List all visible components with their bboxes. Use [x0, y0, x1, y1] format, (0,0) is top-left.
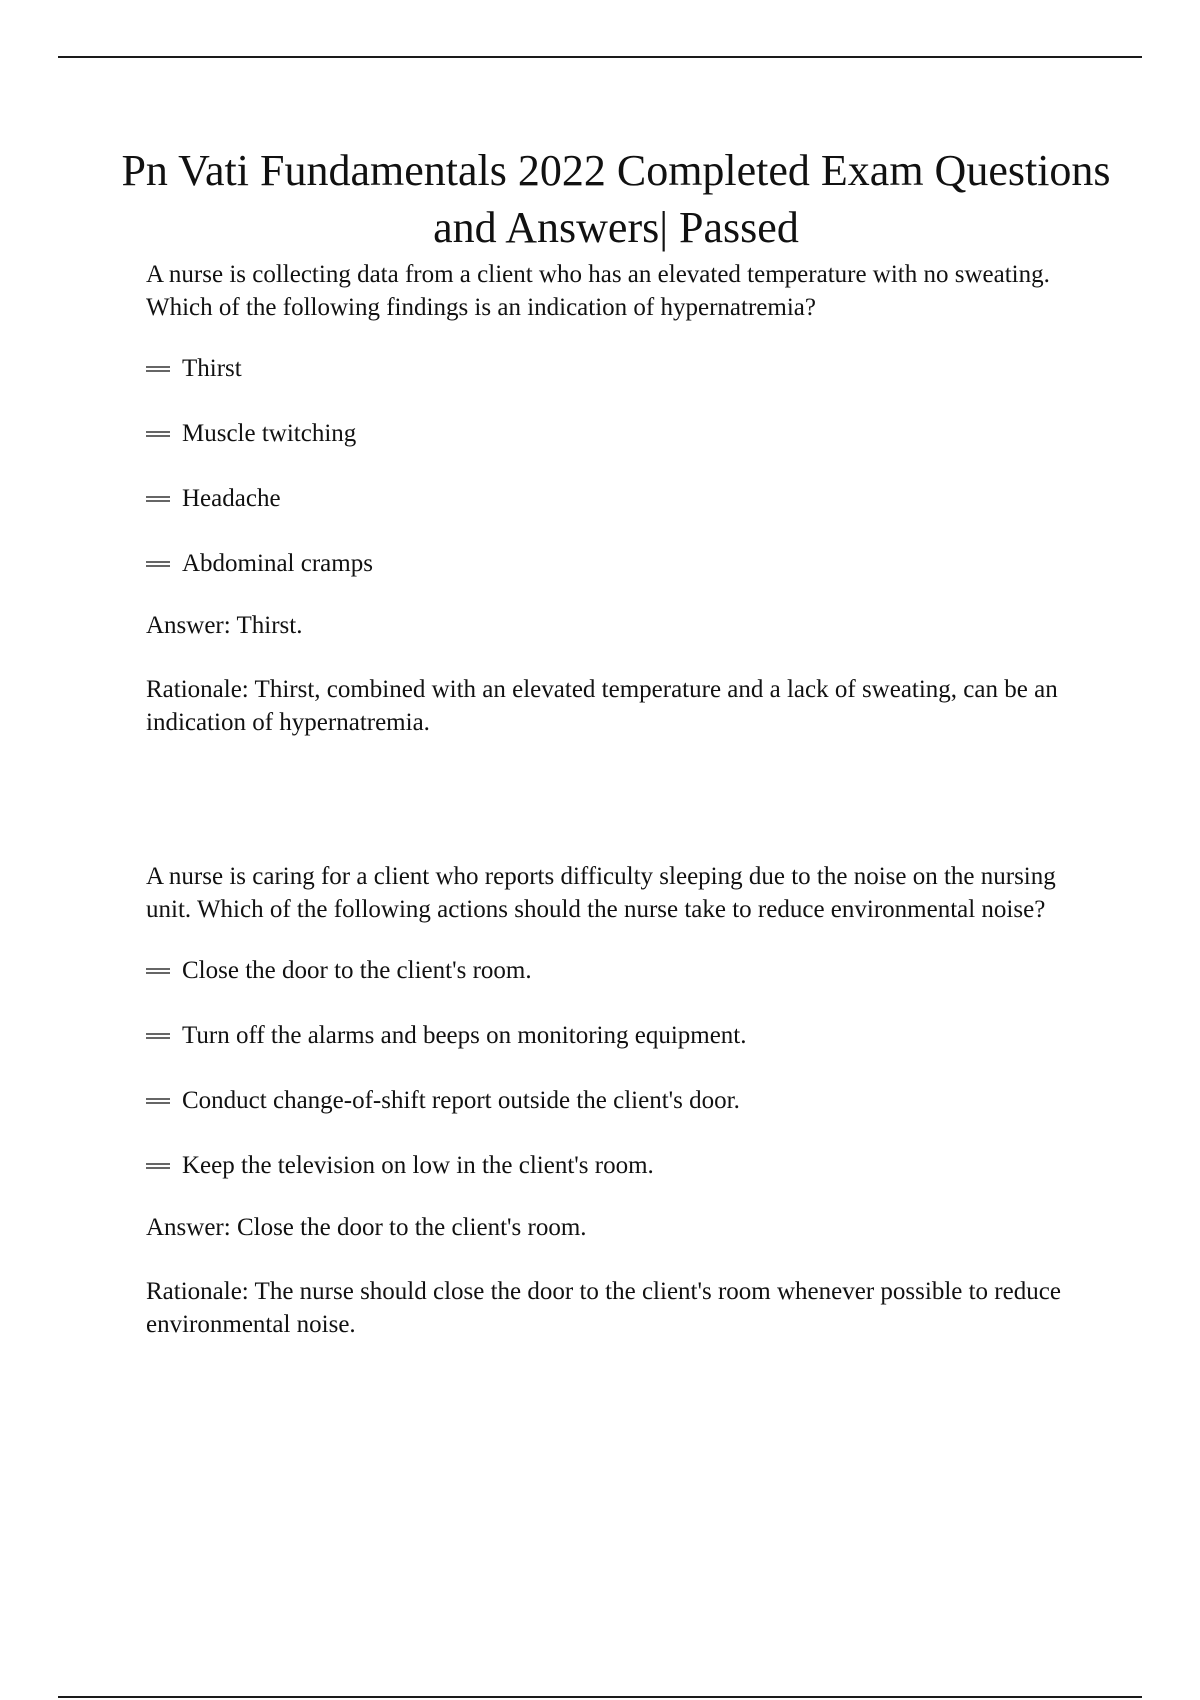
- option-item: [146, 482, 1086, 515]
- equals-icon: [146, 1163, 170, 1169]
- option-item: [146, 954, 1086, 987]
- option-label: Close the door to the client's room.: [182, 957, 532, 984]
- page-title: Pn Vati Fundamentals 2022 Completed Exam Questions and Answers| Passed: [121, 146, 1111, 252]
- document-page: [121, 142, 1111, 1341]
- option-item: [146, 547, 1086, 580]
- option-item: [146, 1149, 1086, 1182]
- answer-text: Answer: Thirst.: [146, 612, 303, 639]
- equals-icon: [146, 561, 170, 567]
- question-text: A nurse is caring for a client who reports difficulty sleeping due to the noise on the nursing unit. Which of the following actions should the nurse take to reduce environmental noise?: [146, 863, 1056, 923]
- rationale-text: Rationale: Thirst, combined with an elevated temperature and a lack of sweating, can be an indication of hypernatremia.: [146, 676, 1058, 736]
- equals-icon: [146, 496, 170, 502]
- option-label: Abdominal cramps: [182, 550, 373, 577]
- equals-icon: [146, 968, 170, 974]
- answer-text: Answer: Close the door to the client's room.: [146, 1214, 587, 1241]
- option-label: Turn off the alarms and beeps on monitoring equipment.: [182, 1022, 747, 1049]
- question-block: [146, 860, 1086, 1341]
- equals-icon: [146, 1033, 170, 1039]
- equals-icon: [146, 431, 170, 437]
- option-label: Keep the television on low in the client's room.: [182, 1152, 654, 1179]
- option-label: Thirst: [182, 355, 242, 382]
- option-item: [146, 352, 1086, 385]
- option-item: [146, 1084, 1086, 1117]
- bottom-divider: [58, 1696, 1142, 1698]
- question-block: [146, 258, 1086, 739]
- option-item: [146, 1019, 1086, 1052]
- equals-icon: [146, 1098, 170, 1104]
- options-list: [146, 352, 1086, 580]
- option-label: Conduct change-of-shift report outside the client's door.: [182, 1087, 740, 1114]
- option-label: Headache: [182, 485, 281, 512]
- rationale-text: Rationale: The nurse should close the door to the client's room whenever possible to reduce environmental noise.: [146, 1278, 1061, 1338]
- options-list: [146, 954, 1086, 1182]
- equals-icon: [146, 366, 170, 372]
- option-label: Muscle twitching: [182, 420, 357, 447]
- option-item: [146, 417, 1086, 450]
- top-divider: [58, 56, 1142, 58]
- question-text: A nurse is collecting data from a client who has an elevated temperature with no sweating. Which of the following findings is an indication of hypernatremia?: [146, 261, 1050, 321]
